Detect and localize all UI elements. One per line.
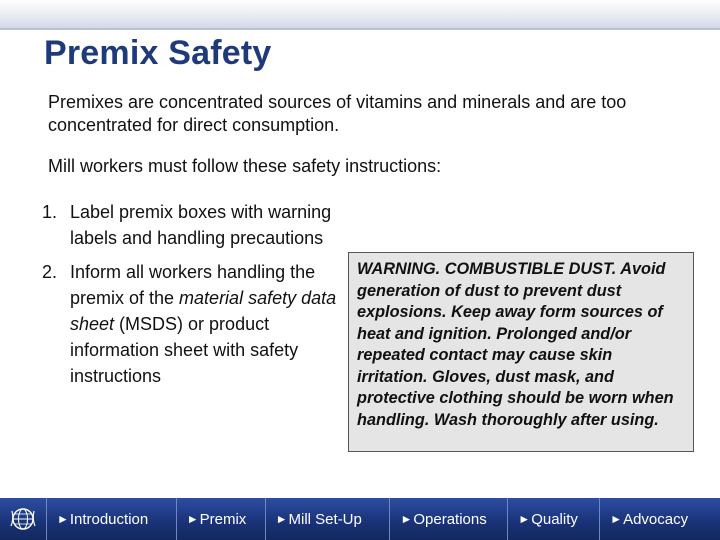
- header-rule: [0, 28, 720, 30]
- nav-label: Mill Set-Up: [288, 510, 362, 528]
- header-band: [0, 0, 720, 30]
- list-item-text-end: (MSDS) or product information sheet with safety instructions: [70, 314, 299, 386]
- intro-text: Premixes are concentrated sources of vitamins and minerals and are too concentrated for direct consumption.: [48, 92, 627, 135]
- play-arrow-icon: ►: [275, 512, 288, 526]
- list-item-number: 2.: [42, 262, 58, 282]
- play-arrow-icon: ►: [400, 512, 413, 526]
- nav-operations[interactable]: [390, 498, 508, 540]
- nav-label: Advocacy: [623, 510, 689, 528]
- nav-premix[interactable]: [177, 498, 266, 540]
- warning-box: [348, 252, 694, 452]
- msds-term: material safety data sheet: [70, 288, 337, 334]
- globe-icon: [8, 504, 38, 534]
- play-arrow-icon: ►: [186, 512, 199, 526]
- play-arrow-icon: ►: [56, 512, 69, 526]
- nav-introduction[interactable]: [47, 498, 177, 540]
- list-item-text-start: Inform all workers handling the premix of the: [70, 262, 316, 308]
- page-title: Premix Safety: [44, 34, 272, 72]
- footer-nav: [0, 498, 720, 540]
- globe-wheat-logo-icon: [0, 498, 47, 540]
- nav-label: Premix: [199, 510, 247, 528]
- nav-mill-set-up[interactable]: [266, 498, 391, 540]
- list-item: [40, 199, 340, 251]
- play-arrow-icon: ►: [518, 512, 531, 526]
- list-item: [40, 259, 340, 389]
- nav-label: Introduction: [69, 510, 149, 528]
- nav-quality[interactable]: [508, 498, 600, 540]
- instructions-lead: Mill workers must follow these safety instructions:: [48, 156, 442, 176]
- play-arrow-icon: ►: [610, 512, 623, 526]
- warning-text: WARNING. COMBUSTIBLE DUST. Avoid generation of dust to prevent dust explosions. Keep away form sources of heat and ignition. Prolonged and/or repeated contact may cause skin irritation. Gloves, dust mask, and protective clothing should be worn when handling. Wash thoroughly after using.: [357, 260, 674, 429]
- list-item-number: 1.: [42, 202, 58, 222]
- list-item-text: Label premix boxes with warning labels and handling precautions: [70, 202, 332, 248]
- nav-advocacy[interactable]: [600, 498, 720, 540]
- nav-label: Operations: [413, 510, 487, 528]
- instruction-list: [40, 199, 340, 397]
- nav-label: Quality: [531, 510, 578, 528]
